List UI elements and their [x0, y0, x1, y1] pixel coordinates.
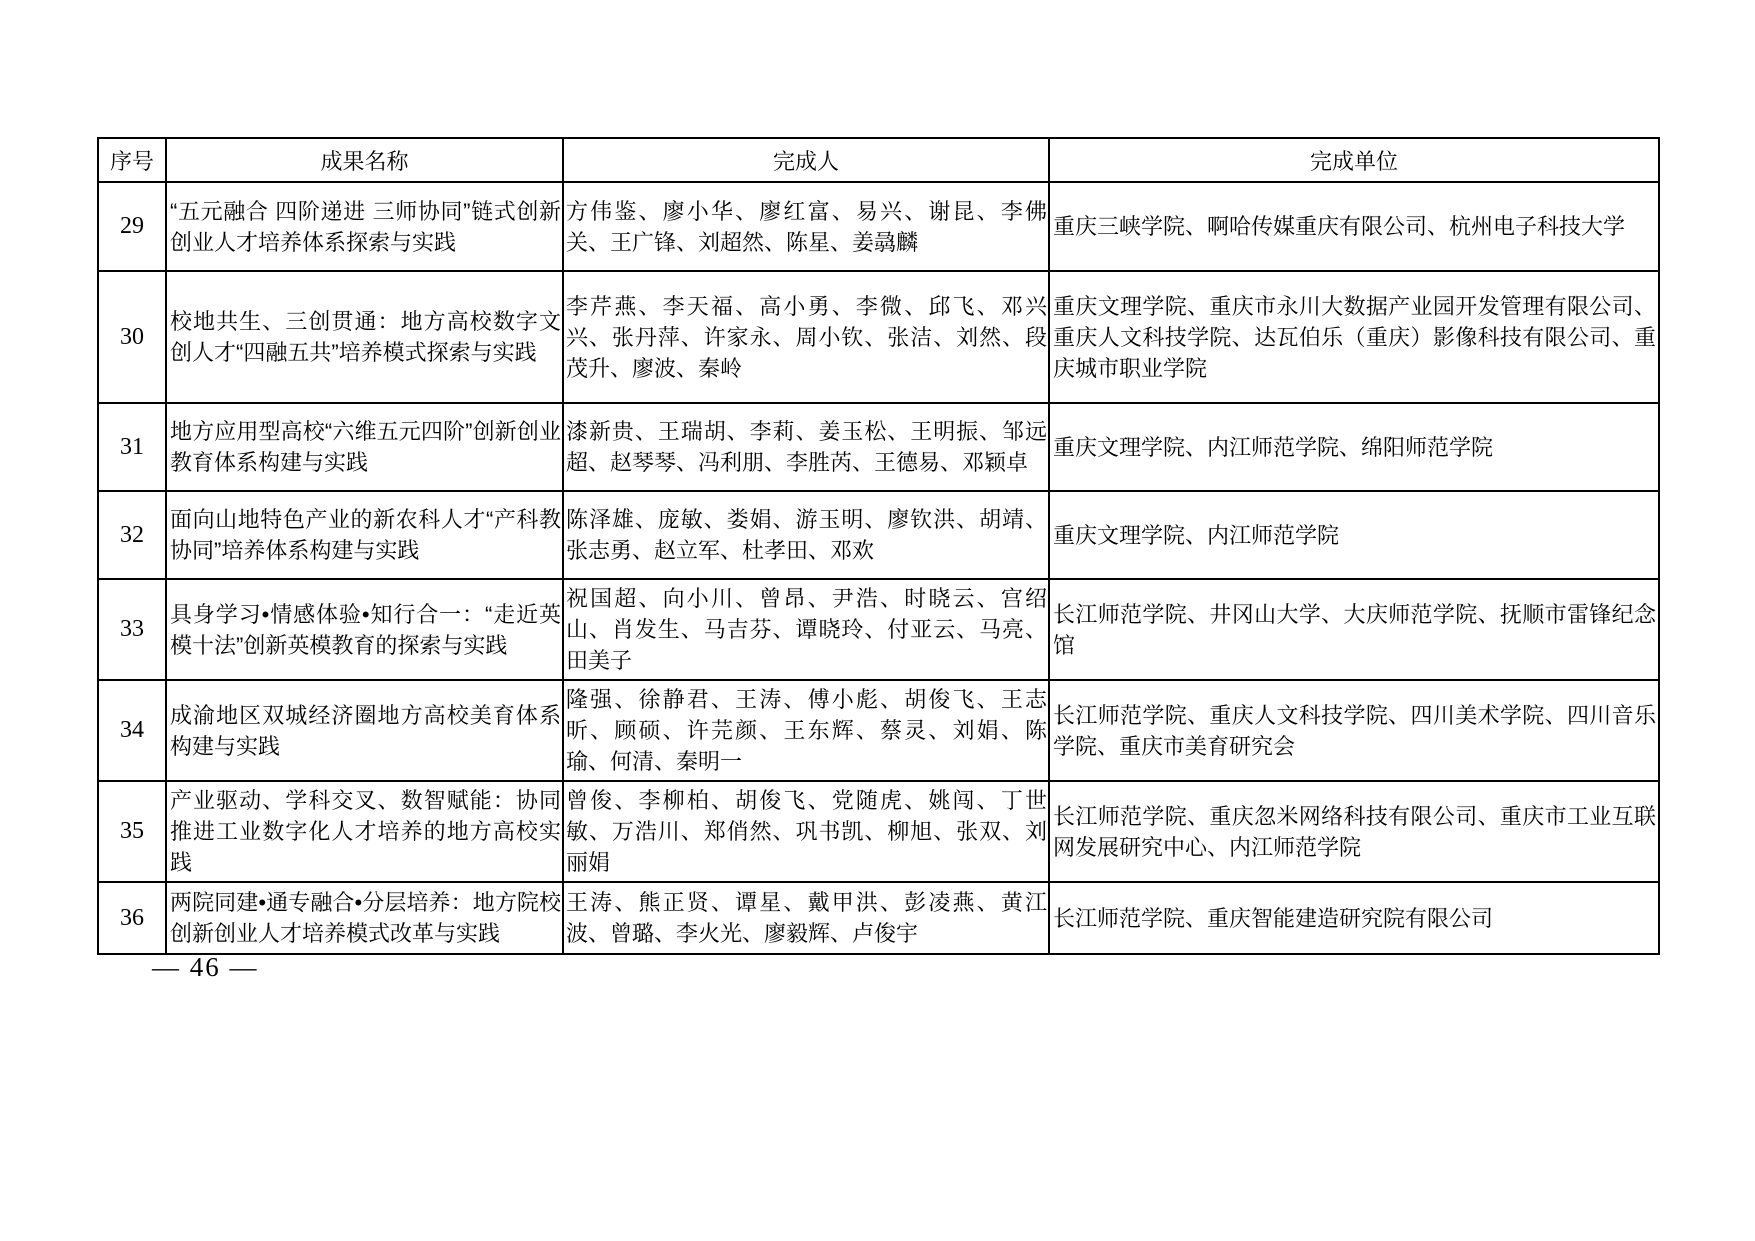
row-completing-units: 长江师范学院、重庆忽米网络科技有限公司、重庆市工业互联网发展研究中心、内江师范学院	[1049, 781, 1659, 882]
row-serial-number: 35	[98, 781, 166, 882]
row-achievement-name: 校地共生、三创贯通：地方高校数字文创人才“四融五共”培养模式探索与实践	[166, 271, 563, 403]
table-row	[98, 491, 1659, 579]
row-serial-number: 36	[98, 882, 166, 954]
table-header-row	[98, 138, 1659, 182]
row-achievement-name: 地方应用型高校“六维五元四阶”创新创业教育体系构建与实践	[166, 403, 563, 491]
row-achievement-name: 具身学习•情感体验•知行合一：“走近英模十法”创新英模教育的探索与实践	[166, 579, 563, 680]
table-row	[98, 403, 1659, 491]
header-completing-units: 完成单位	[1049, 138, 1659, 182]
row-achievement-name: “五元融合 四阶递进 三师协同”链式创新创业人才培养体系探索与实践	[166, 182, 563, 271]
page-number: — 46 —	[152, 952, 259, 982]
table-row	[98, 579, 1659, 680]
row-completers: 陈泽雄、庞敏、娄娟、游玉明、廖钦洪、胡靖、张志勇、赵立军、杜孝田、邓欢	[563, 491, 1049, 579]
table-row	[98, 781, 1659, 882]
row-serial-number: 33	[98, 579, 166, 680]
header-achievement-name: 成果名称	[166, 138, 563, 182]
table-body	[98, 182, 1659, 954]
table-row	[98, 680, 1659, 781]
row-completers: 方伟鉴、廖小华、廖红富、易兴、谢昆、李佛关、王广锋、刘超然、陈星、姜骉麟	[563, 182, 1049, 271]
row-completers: 隆强、徐静君、王涛、傅小彪、胡俊飞、王志昕、顾硕、许芫颜、王东辉、蔡灵、刘娟、陈瑜、何清、秦明一	[563, 680, 1049, 781]
row-completers: 漆新贵、王瑞胡、李莉、姜玉松、王明振、邹远超、赵琴琴、冯利朋、李胜芮、王德易、邓颖卓	[563, 403, 1049, 491]
achievements-table-container	[97, 137, 1658, 955]
header-completers: 完成人	[563, 138, 1049, 182]
row-completers: 曾俊、李柳柏、胡俊飞、党随虎、姚闯、丁世敏、万浩川、郑俏然、巩书凯、柳旭、张双、刘丽娟	[563, 781, 1049, 882]
row-completers: 王涛、熊正贤、谭星、戴甲洪、彭凌燕、黄江波、曾璐、李火光、廖毅辉、卢俊宇	[563, 882, 1049, 954]
achievements-table	[97, 137, 1660, 955]
row-serial-number: 29	[98, 182, 166, 271]
row-achievement-name: 成渝地区双城经济圈地方高校美育体系构建与实践	[166, 680, 563, 781]
row-completing-units: 重庆文理学院、内江师范学院、绵阳师范学院	[1049, 403, 1659, 491]
row-completing-units: 重庆三峡学院、啊哈传媒重庆有限公司、杭州电子科技大学	[1049, 182, 1659, 271]
table-row	[98, 182, 1659, 271]
header-row	[98, 138, 1659, 182]
table-row	[98, 882, 1659, 954]
row-completers: 祝国超、向小川、曾昂、尹浩、时晓云、宫绍山、肖发生、马吉芬、谭晓玲、付亚云、马亮、田美子	[563, 579, 1049, 680]
row-serial-number: 30	[98, 271, 166, 403]
row-serial-number: 31	[98, 403, 166, 491]
table-row	[98, 271, 1659, 403]
row-achievement-name: 两院同建•通专融合•分层培养：地方院校创新创业人才培养模式改革与实践	[166, 882, 563, 954]
row-completers: 李芹燕、李天福、高小勇、李微、邱飞、邓兴兴、张丹萍、许家永、周小钦、张洁、刘然、段茂升、廖波、秦岭	[563, 271, 1049, 403]
row-achievement-name: 产业驱动、学科交叉、数智赋能：协同推进工业数字化人才培养的地方高校实践	[166, 781, 563, 882]
row-completing-units: 长江师范学院、重庆智能建造研究院有限公司	[1049, 882, 1659, 954]
row-serial-number: 32	[98, 491, 166, 579]
row-completing-units: 重庆文理学院、重庆市永川大数据产业园开发管理有限公司、重庆人文科技学院、达瓦伯乐（重庆）影像科技有限公司、重庆城市职业学院	[1049, 271, 1659, 403]
row-completing-units: 长江师范学院、井冈山大学、大庆师范学院、抚顺市雷锋纪念馆	[1049, 579, 1659, 680]
row-serial-number: 34	[98, 680, 166, 781]
row-achievement-name: 面向山地特色产业的新农科人才“产科教协同”培养体系构建与实践	[166, 491, 563, 579]
row-completing-units: 长江师范学院、重庆人文科技学院、四川美术学院、四川音乐学院、重庆市美育研究会	[1049, 680, 1659, 781]
header-serial-number: 序号	[98, 138, 166, 182]
row-completing-units: 重庆文理学院、内江师范学院	[1049, 491, 1659, 579]
